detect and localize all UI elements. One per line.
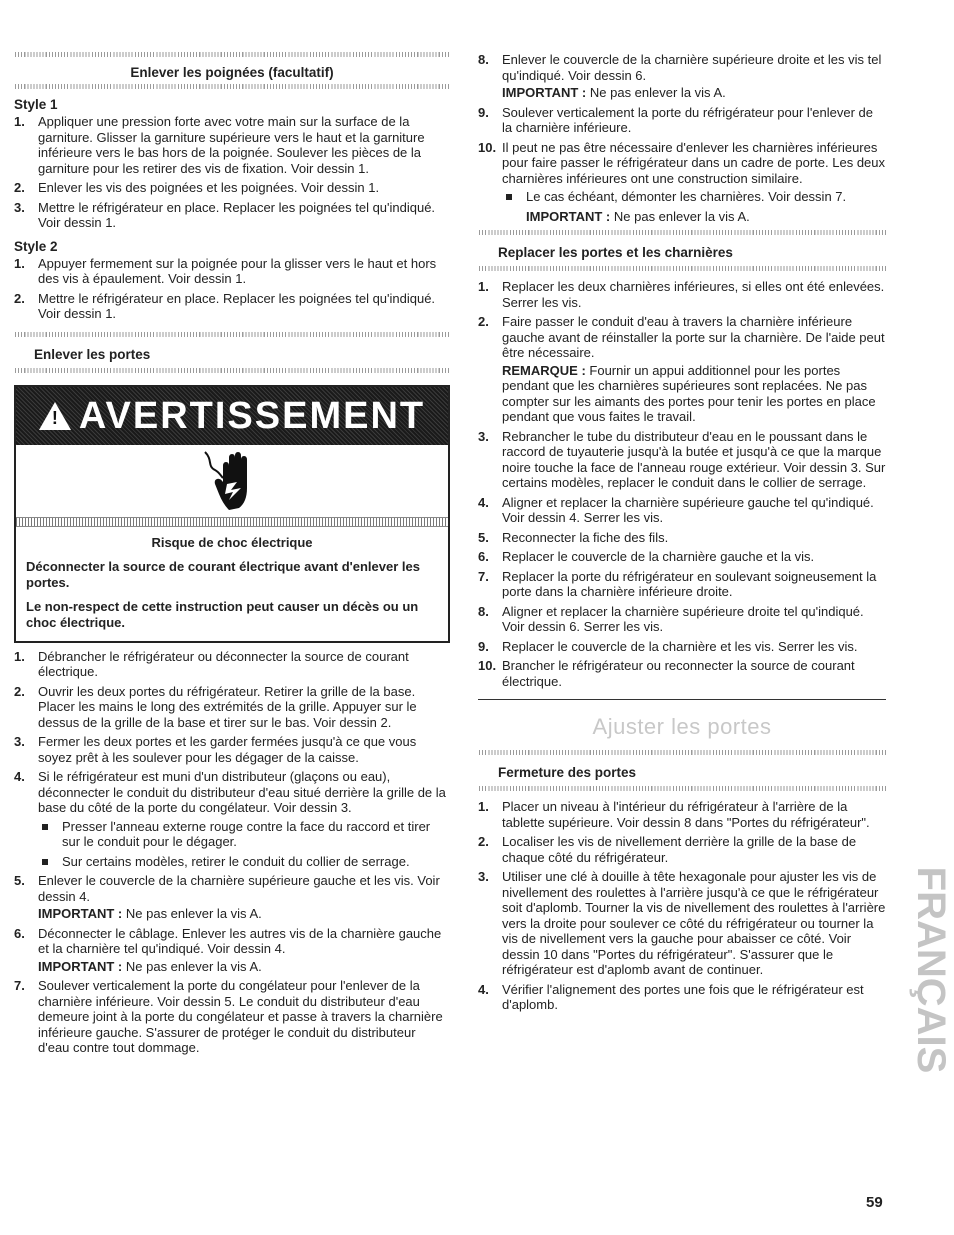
list-item: [478, 604, 886, 635]
item-number: 3.: [14, 734, 25, 749]
warning-text: [16, 527, 448, 641]
item-text: Déconnecter le câblage. Enlever les autres vis de la charnière gauche et la charnière tel qu'indiqué. Voir dessin 4.: [38, 925, 442, 956]
item-number: 1.: [14, 648, 25, 664]
replace-heading: Replacer les portes et les charnières: [478, 230, 886, 271]
warning-triangle-icon: !: [39, 402, 71, 430]
adjust-doors-title: Ajuster les portes: [592, 714, 772, 739]
important-note: [502, 209, 886, 225]
item-text: Replacer les deux charnières inférieures, si elles ont été enlevées. Serrer les vis.: [502, 279, 885, 310]
list-item: [14, 649, 450, 680]
item-number: 1.: [478, 279, 489, 294]
list-item: [478, 52, 886, 101]
item-text: Aligner et replacer la charnière supérieure droite tel qu'indiqué. Voir dessin 6. Serrer les vis.: [502, 603, 864, 634]
item-text: Faire passer le conduit d'eau à travers la charnière inférieure gauche avant de réinstaller la porte sur la charnière. De l'aide peut être nécessaire.: [502, 314, 885, 360]
important-label: IMPORTANT :: [502, 85, 587, 100]
important-text: Ne pas enlever la vis A.: [613, 208, 750, 224]
item-text: Reconnecter la fiche des fils.: [502, 529, 669, 545]
important-label: IMPORTANT :: [526, 208, 611, 224]
item-number: 4.: [478, 981, 489, 997]
list-item: [478, 429, 886, 491]
list-item: [478, 569, 886, 600]
item-text: Fermer les deux portes et les garder fermées jusqu'à ce que vous soyez prêt à les soulever pour les dégager de la caisse.: [38, 734, 417, 765]
bullet-item: Presser l'anneau externe rouge contre la face du raccord et tirer sur le conduit pour le dégager.: [38, 819, 450, 850]
important-text: Ne pas enlever la vis A.: [589, 85, 726, 100]
item-text: Enlever le couvercle de la charnière supérieure gauche et les vis. Voir dessin 4.: [38, 873, 440, 904]
item-text: Rebrancher le tube du distributeur d'eau en le poussant dans le raccord de tuyauterie jusqu'à la butée et jusqu'à ce que la marque noire touche la face de l'anneau rouge extérieur. Voir dessin 3. Sur certains modèles, replacer le conduit dans le collier de serrage.: [502, 428, 886, 490]
item-text: Enlever les vis des poignées et les poignées. Voir dessin 1.: [38, 180, 380, 195]
remarque-text: Fournir un appui additionnel pour les portes pendant que les charnières supérieures sont replacées. Ne pas compter sur les aimants des portes pour tenir les portes en place pendant que vous faites le travail.: [502, 362, 876, 424]
item-number: 2.: [478, 314, 489, 329]
list-item: [14, 684, 450, 731]
language-side-tab: [902, 820, 953, 1120]
item-number: 1.: [478, 799, 489, 814]
item-text: Aligner et replacer la charnière supérieure gauche tel qu'indiqué. Voir dessin 4. Serrer les vis.: [502, 494, 874, 525]
item-number: 2.: [14, 683, 25, 699]
item-text: Enlever le couvercle de la charnière supérieure droite et les vis tel qu'indiqué. Voir dessin 6.: [502, 52, 882, 83]
item-number: 6.: [14, 925, 25, 941]
handles-heading: Enlever les poignées (facultatif): [14, 52, 450, 89]
language-label: FRANÇAIS: [909, 866, 953, 1074]
item-text: Débrancher le réfrigérateur ou déconnecter la source de courant électrique.: [38, 648, 409, 679]
important-label: IMPORTANT :: [38, 906, 123, 921]
closing-heading: Fermeture des portes: [478, 750, 886, 791]
item-text: Appliquer une pression forte avec votre main sur la surface de la garniture. Glisser la garniture supérieure vers le haut et la garniture inférieure vers le bas hors de la poignée. Soulever les pièces de la garniture pour les retirer des vis de fixation. Voir dessin 1.: [38, 114, 425, 176]
style2-label: Style 2: [14, 238, 58, 254]
item-number: 1.: [14, 255, 25, 271]
important-note: [502, 85, 886, 101]
item-number: 3.: [478, 428, 489, 444]
list-item: [14, 734, 450, 765]
list-item: [14, 114, 450, 176]
item-text: Mettre le réfrigérateur en place. Replacer les poignées tel qu'indiqué. Voir dessin 1.: [38, 290, 436, 321]
item-text: Soulever verticalement la porte du congélateur pour l'enlever de la charnière inférieure. Voir dessin 5. Le conduit du distributeur d'eau demeure joint à la porte du congélateur et passe à travers la charnière inférieure gauche. S'assurer de protéger le conduit du distributeur d'eau contre tout dommage.: [38, 978, 443, 1055]
item-number: 3.: [478, 869, 489, 884]
item-text: Replacer le couvercle de la charnière gauche et la vis.: [502, 549, 815, 564]
list-item: [478, 639, 886, 655]
warning-banner: [16, 387, 448, 445]
doors-list: [14, 649, 450, 1056]
bullet-item: Sur certains modèles, retirer le conduit du collier de serrage.: [38, 854, 450, 870]
list-item: [478, 982, 886, 1013]
item-number: 10.: [478, 658, 497, 673]
bullet-list: [38, 819, 450, 870]
list-item: [14, 256, 450, 287]
item-text: Il peut ne pas être nécessaire d'enlever les charnières inférieures pour faire passer le réfrigérateur dans un cadre de porte. Les deux charnières inférieures ont une construction similaire.: [502, 139, 886, 186]
right-column: [478, 52, 886, 1017]
important-note: [38, 959, 450, 975]
list-item: [478, 495, 886, 526]
style1-list: [14, 114, 450, 231]
warning-banner-text: AVERTISSEMENT: [78, 394, 426, 437]
item-number: 2.: [478, 834, 489, 849]
list-item: [14, 873, 450, 922]
remarque-note: [502, 363, 886, 425]
item-text: Vérifier l'alignement des portes une fois que le réfrigérateur est d'aplomb.: [502, 981, 864, 1012]
left-column: [14, 52, 450, 1060]
item-text: Replacer le couvercle de la charnière et les vis. Serrer les vis.: [502, 638, 858, 654]
item-number: 8.: [478, 52, 489, 67]
list-item: [478, 530, 886, 546]
warning-risk: Risque de choc électrique: [151, 534, 313, 550]
item-number: 7.: [478, 568, 489, 584]
item-text: Replacer la porte du réfrigérateur en soulevant soigneusement la porte dans la charnière inférieure droite.: [502, 568, 877, 599]
item-text: Brancher le réfrigérateur ou reconnecter la source de courant électrique.: [502, 658, 855, 689]
item-number: 5.: [478, 529, 489, 545]
item-number: 7.: [14, 978, 25, 993]
electric-shock-hand-icon: [16, 445, 448, 517]
item-number: 3.: [14, 199, 25, 215]
list-item: [478, 869, 886, 978]
warning-instruction: Déconnecter la source de courant électrique avant d'enlever les portes.: [26, 558, 420, 590]
item-number: 5.: [14, 873, 25, 888]
item-text: Utiliser une clé à douille à tête hexagonale pour ajuster les vis de nivellement des roulettes à l'arrière jusqu'à ce que le réfrigérateur soit d'aplomb. Tourner la vis de nivellement des roulettes à l'arrière vers la droite pour soulever ce côté du réfrigérateur ou tourner la vis de nivellement vers la gauche pour abaisser ce côté. Voir dessin 10 dans "Portes du réfrigérateur". S'assurer que le réfrigérateur est d'aplomb avant de continuer.: [502, 869, 886, 977]
list-item: [14, 180, 450, 196]
important-text: Ne pas enlever la vis A.: [125, 906, 262, 921]
item-text: Localiser les vis de nivellement derrière la grille de la base de chaque côté du réfrigérateur.: [502, 834, 857, 865]
list-item: [478, 658, 886, 689]
list-item: [478, 799, 886, 830]
important-label: IMPORTANT :: [38, 958, 123, 974]
warning-consequence: Le non-respect de cette instruction peut causer un décès ou un choc électrique.: [26, 598, 419, 630]
item-number: 4.: [14, 769, 25, 784]
style1-label: Style 1: [14, 97, 58, 112]
doors-heading: Enlever les portes: [14, 332, 450, 373]
item-text: Placer un niveau à l'intérieur du réfrigérateur à l'arrière de la tablette supérieure. Voir dessin 8 dans "Portes du réfrigérateur".: [502, 799, 870, 830]
list-item: [14, 291, 450, 322]
list-item: [478, 105, 886, 136]
bullet-list: [502, 189, 886, 205]
list-item: [478, 314, 886, 425]
doors-list-continued: [478, 52, 886, 224]
list-item: [14, 978, 450, 1056]
warning-divider: [16, 517, 448, 527]
list-item: [478, 279, 886, 310]
item-text: Appuyer fermement sur la poignée pour la glisser vers le haut et hors des vis à épaulement. Voir dessin 1.: [38, 255, 437, 286]
item-number: 8.: [478, 603, 489, 619]
list-item: [14, 769, 450, 869]
list-item: [478, 140, 886, 225]
item-number: 10.: [478, 139, 497, 155]
bullet-item: Le cas échéant, démonter les charnières. Voir dessin 7.: [502, 189, 886, 205]
list-item: [478, 834, 886, 865]
section-divider: [478, 699, 886, 700]
list-item: [478, 549, 886, 565]
important-note: [38, 906, 450, 922]
item-text: Ouvrir les deux portes du réfrigérateur. Retirer la grille de la base. Placer les mains le long des extrémités de la grille. Appuyer sur le dessus de la grille de la base et tirer sur le bas. Voir dessin 2.: [38, 683, 417, 730]
item-number: 9.: [478, 638, 489, 654]
item-number: 2.: [14, 290, 25, 306]
item-number: 9.: [478, 104, 489, 120]
warning-box: [14, 385, 450, 643]
item-text: Mettre le réfrigérateur en place. Replacer les poignées tel qu'indiqué. Voir dessin 1.: [38, 199, 436, 230]
closing-list: [478, 799, 886, 1013]
page-number: 59: [866, 1194, 883, 1211]
item-text: Soulever verticalement la porte du réfrigérateur pour l'enlever de la charnière inférieure.: [502, 104, 874, 135]
item-number: 4.: [478, 494, 489, 510]
remarque-label: REMARQUE :: [502, 362, 586, 378]
style2-list: [14, 256, 450, 322]
item-number: 1.: [14, 114, 25, 129]
list-item: [14, 200, 450, 231]
item-number: 2.: [14, 180, 25, 195]
item-text: Si le réfrigérateur est muni d'un distributeur (glaçons ou eau), déconnecter le conduit du distributeur d'eau situé derrière la grille de la base du côté de la porte du congélateur. Voir dessin 3.: [38, 769, 446, 815]
replace-list: [478, 279, 886, 689]
item-number: 6.: [478, 549, 489, 564]
list-item: [14, 926, 450, 975]
important-text: Ne pas enlever la vis A.: [125, 958, 262, 974]
